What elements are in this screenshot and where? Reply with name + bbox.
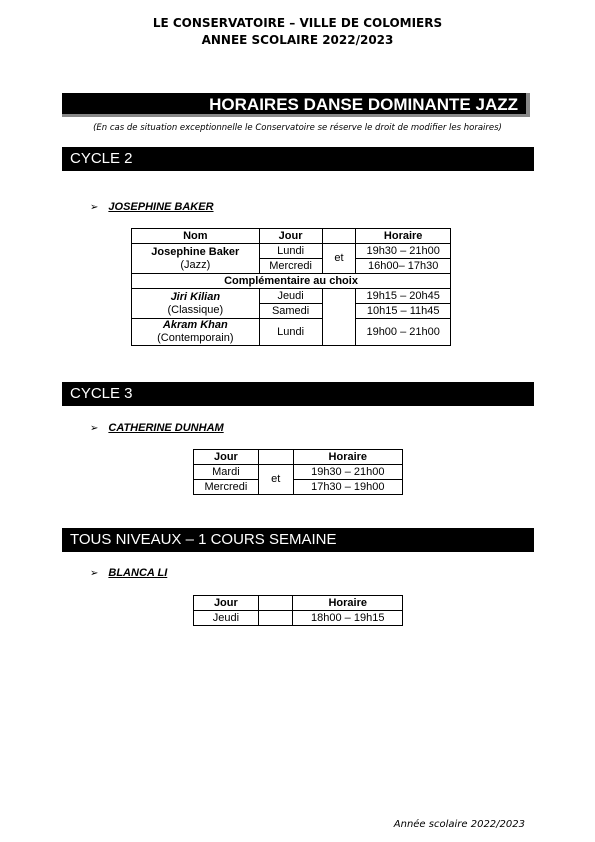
akram-name: Akram Khan: [162, 319, 228, 331]
akram-style: (Contemporain): [157, 332, 234, 344]
table-row: [194, 480, 403, 495]
arrow-icon: ➢: [90, 202, 99, 213]
jiri-name: Jiri Kilian: [170, 290, 221, 303]
col-header-jour: Jour: [194, 450, 259, 465]
main-teacher-style: (Jazz): [180, 258, 211, 271]
arrow-icon: ➢: [90, 568, 99, 579]
header-line-1: LE CONSERVATOIRE – VILLE DE COLOMIERS: [152, 16, 443, 30]
teacher-heading-josephine: [90, 201, 214, 213]
col-header-jour: Jour: [194, 596, 259, 611]
col-header-nom: Nom: [132, 229, 260, 244]
jour-cell: Mercredi: [194, 480, 259, 495]
teacher-heading-blanca: [90, 567, 167, 579]
arrow-icon: ➢: [90, 423, 99, 434]
section-cycle-3: CYCLE 3: [62, 382, 534, 406]
table-row: [194, 611, 403, 626]
table-header-row: [194, 596, 403, 611]
col-header-horaire: Horaire: [293, 596, 403, 611]
horaire-cell: 16h00– 17h30: [356, 259, 451, 274]
table-row: [132, 319, 451, 346]
section-cycle-2: CYCLE 2: [62, 147, 534, 171]
main-title-banner: HORAIRES DANSE DOMINANTE JAZZ: [62, 93, 530, 117]
cycle2-schedule-table: [131, 228, 451, 346]
teacher-name: JOSEPHINE BAKER: [108, 201, 214, 213]
schedule-note: (En cas de situation exceptionnelle le Conservatoire se réserve le droit de modifier les horaires): [93, 123, 502, 133]
empty-cell: [322, 289, 356, 346]
jour-cell: Samedi: [259, 304, 322, 319]
tous-niveaux-schedule-table: [193, 595, 403, 626]
col-header-jour: Jour: [259, 229, 322, 244]
jour-cell: Jeudi: [259, 289, 322, 304]
jour-cell: Jeudi: [194, 611, 259, 626]
section-tous-niveaux: TOUS NIVEAUX – 1 COURS SEMAINE: [62, 528, 534, 552]
horaire-cell: 18h00 – 19h15: [293, 611, 403, 626]
teacher-name: BLANCA LI: [108, 567, 168, 579]
table-row: [194, 465, 403, 480]
et-cell: et: [322, 244, 356, 274]
table-row: [132, 244, 451, 259]
main-teacher-cell: [132, 244, 260, 274]
teacher-name: CATHERINE DUNHAM: [108, 422, 224, 434]
jour-cell: Lundi: [259, 244, 322, 259]
col-header-empty: [258, 596, 293, 611]
main-teacher-name: Josephine Baker: [151, 245, 240, 258]
complementary-label: Complémentaire au choix: [132, 274, 451, 289]
horaire-cell: 19h30 – 21h00: [356, 244, 451, 259]
complementary-row: [132, 274, 451, 289]
jour-cell: Mardi: [194, 465, 259, 480]
jour-cell: Mercredi: [259, 259, 322, 274]
jiri-teacher-cell: [132, 289, 260, 319]
jour-cell: Lundi: [259, 319, 322, 346]
teacher-heading-catherine: [90, 422, 224, 434]
akram-teacher-cell: [132, 319, 260, 346]
table-header-row: [132, 229, 451, 244]
col-header-horaire: Horaire: [356, 229, 451, 244]
jiri-style: (Classique): [167, 303, 224, 316]
horaire-cell: 19h30 – 21h00: [293, 465, 402, 480]
footer-text: Année scolaire 2022/2023: [393, 819, 525, 830]
col-header-horaire: Horaire: [293, 450, 402, 465]
et-cell: et: [258, 465, 293, 495]
empty-cell: [258, 611, 293, 626]
horaire-cell: 17h30 – 19h00: [293, 480, 402, 495]
horaire-cell: 19h00 – 21h00: [356, 319, 451, 346]
cycle3-schedule-table: [193, 449, 403, 495]
col-header-empty: [322, 229, 356, 244]
table-header-row: [194, 450, 403, 465]
horaire-cell: 10h15 – 11h45: [356, 304, 451, 319]
table-row: [132, 289, 451, 304]
horaire-cell: 19h15 – 20h45: [356, 289, 451, 304]
col-header-empty: [258, 450, 293, 465]
header-line-2: ANNEE SCOLAIRE 2022/2023: [201, 33, 394, 47]
